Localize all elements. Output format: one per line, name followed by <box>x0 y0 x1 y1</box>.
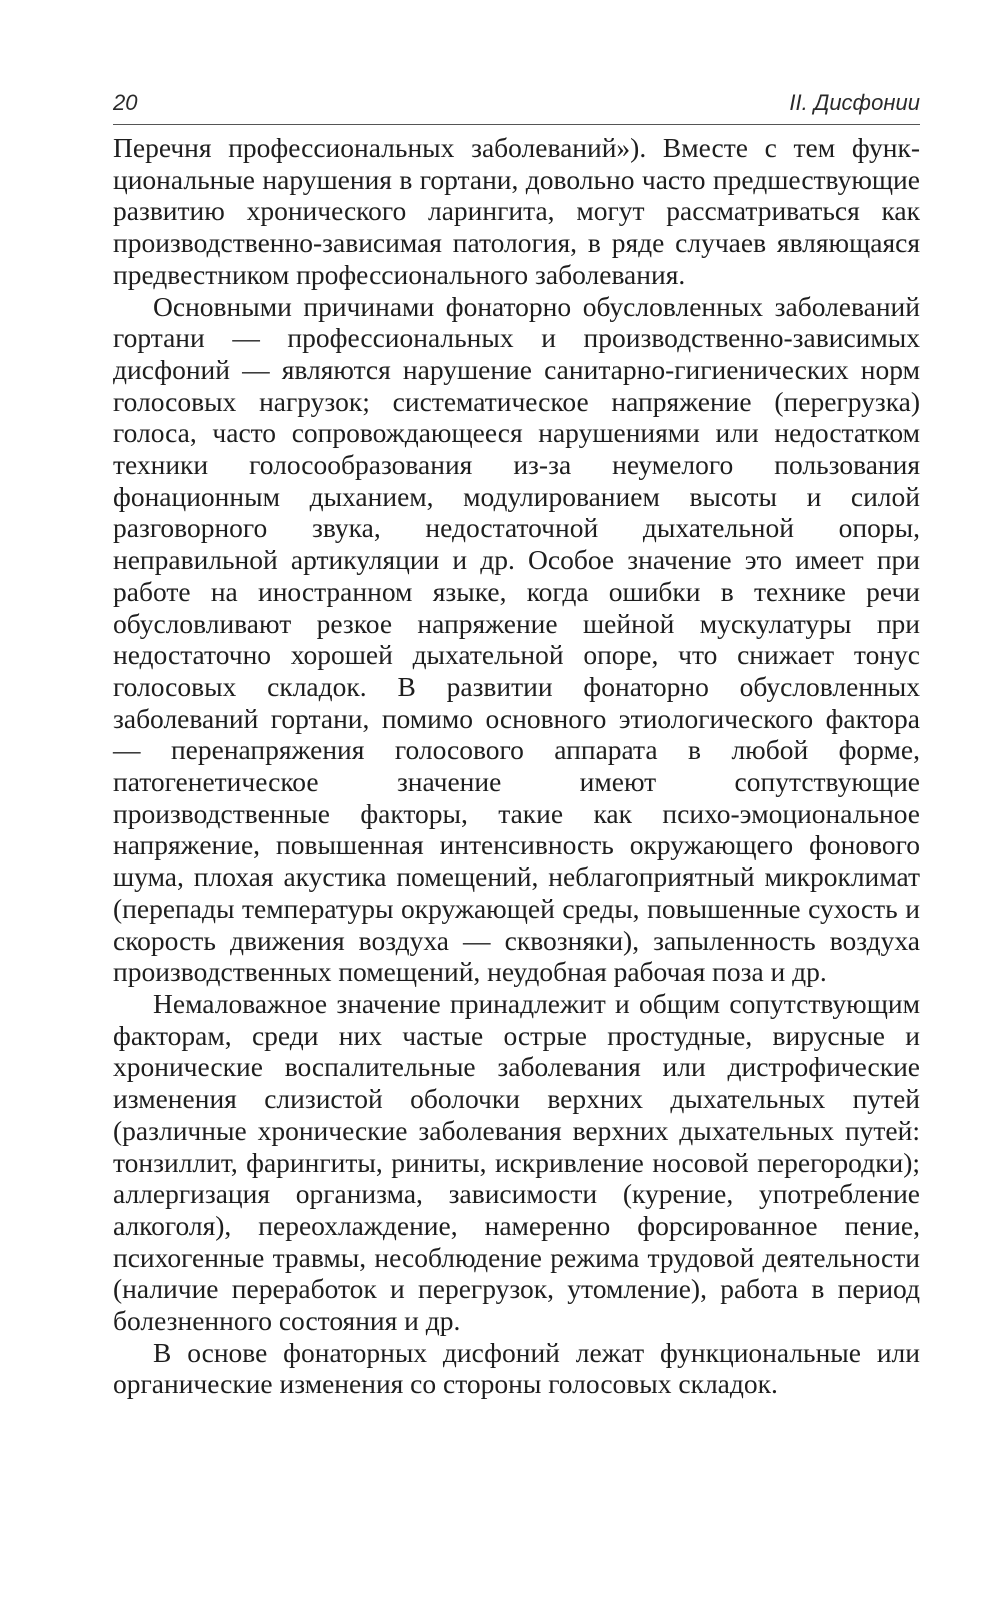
paragraph-basis: В основе фонаторных дисфоний лежат функциональные или органические изменения со стороны голосовых складок. <box>113 1336 920 1400</box>
paragraph-associated-factors: Немаловажное значение принадлежит и общим сопутствующим факторам, среди них частые острые простудные, вирусные и хронические воспалительные заболевания или дистрофические изменения слизистой оболочки верхних дыхательных путей (различные хронические заболевания верхних дыхательных путей: тонзиллит, фарингиты, риниты, искривление носовой перегородки); аллергизация организма, зависимости (курение, употребление алкоголя), переохлаждение, намеренно форсированное пение, психогенные травмы, несоблюдение режима трудовой деятельности (наличие переработок и перегрузок, утомление), работа в период болезненного состояния и др. <box>113 987 920 1337</box>
page-number: 20 <box>113 90 138 115</box>
paragraph-causes: Основными причинами фонаторно обусловленных заболеваний гортани — профессиональных и производственно-зависимых дисфоний — являются нарушение санитарно-гигиенических норм голосовых нагрузок; систематическое напряжение (перегрузка) голоса, часто сопровождающееся нарушениями или недостатком техники голосообразования из-за неумелого пользования фонационным дыханием, модулированием высоты и силой разговорного звука, недостаточной дыхательной опоры, неправильной артикуляции и др. Особое значение это имеет при работе на иностранном языке, когда ошибки в технике речи обусловливают резкое напряжение шейной мускулатуры при недостаточно хорошей дыхательной опоре, что снижает тонус голосовых складок. В развитии фонаторно обусловленных заболеваний гортани, помимо основного этиологического фактора — перенапряжения голосового аппарата в любой форме, патогенетическое значение имеют сопутствующие производственные факторы, такие как психо-эмоциональное напряжение, повышенная интенсивность окружающего фонового шума, плохая акустика помещений, неблагоприятный микроклимат (перепады температуры окружающей среды, повышенные сухость и скорость движения воздуха — сквозняки), запыленность воздуха производственных помещений, неудобная рабочая поза и др. <box>113 290 920 988</box>
body-text <box>113 132 920 1400</box>
running-header <box>113 88 920 125</box>
book-page <box>113 88 920 1400</box>
section-title: II. Дисфонии <box>789 90 920 115</box>
paragraph-continued: Перечня профессиональных заболеваний»). Вместе с тем функциональные нарушения в гортани, довольно часто предшествующие развитию хронического ларингита, могут рассматриваться как производственно-зависимая патология, в ряде случаев являющаяся предвестником профессионального заболевания. <box>113 132 920 290</box>
